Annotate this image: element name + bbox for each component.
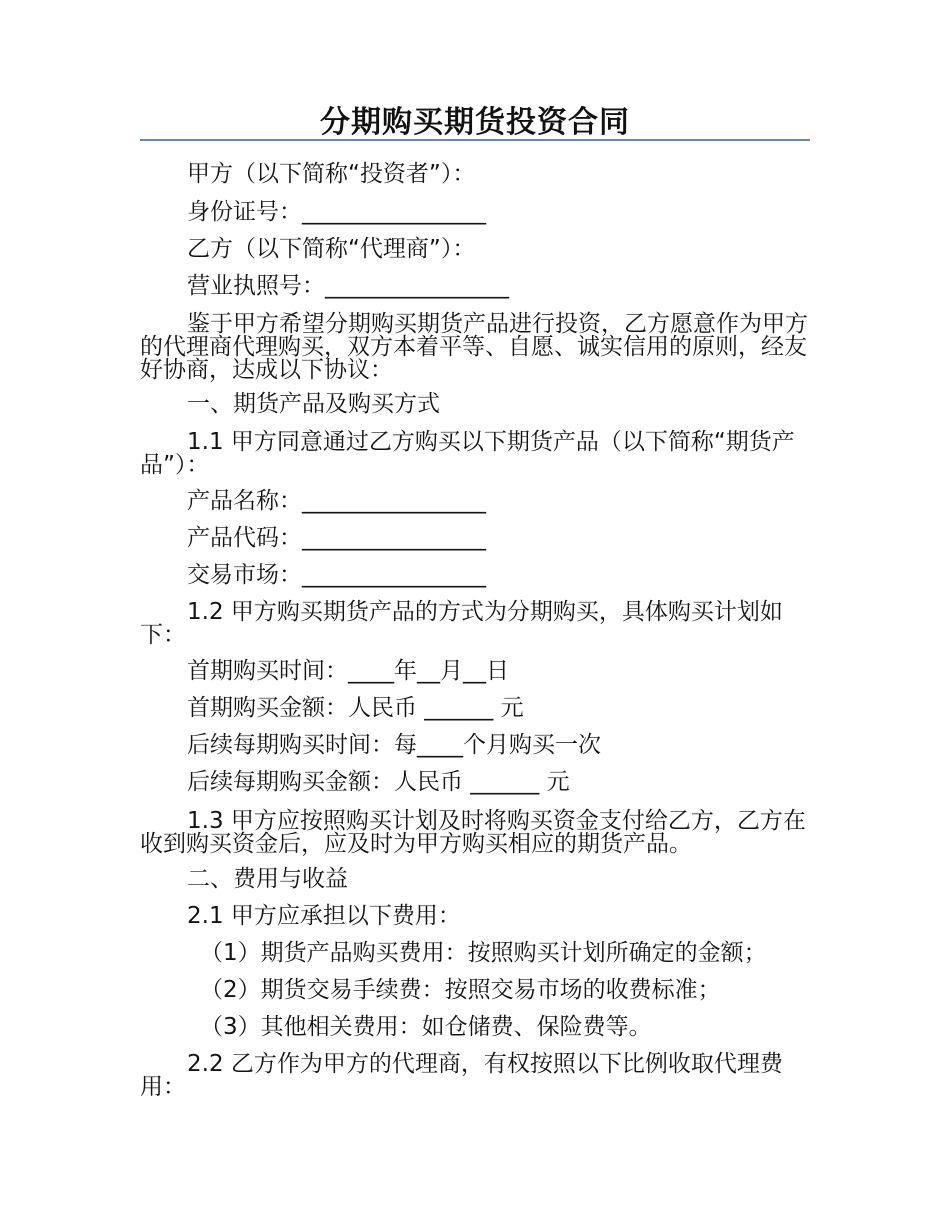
preamble-paragraph: 鉴于甲方希望分期购买期货产品进行投资，乙方愿意作为甲方的代理商代理购买，双方本着平等、自愿、诚实信用的原则，经友好协商，达成以下协议： [140,311,808,383]
fee-item-2: （2）期货交易手续费：按照交易市场的收费标准； [200,977,721,1003]
clause-1-3: 1.3 甲方应按照购买计划及时将购买资金支付给乙方，乙方在收到购买资金后，应及时为甲方购买相应的期货产品。 [140,808,806,857]
first-purchase-time: 首期购买时间：____年__月__日 [187,658,509,684]
id-number-line: 身份证号：________________ [187,199,486,225]
trading-market-line: 交易市场：________________ [187,562,486,588]
product-name-line: 产品名称：________________ [187,488,486,514]
clause-1-1: 1.1 甲方同意通过乙方购买以下期货产品（以下简称“期货产品”）： [140,429,795,478]
clause-1-2: 1.2 甲方购买期货产品的方式为分期购买，具体购买计划如下： [140,599,783,648]
fee-item-1: （1）期货产品购买费用：按照购买计划所确定的金额； [200,940,767,966]
product-code-line: 产品代码：________________ [187,525,486,551]
later-purchase-time: 后续每期购买时间：每____个月购买一次 [187,732,601,758]
later-purchase-amount: 后续每期购买金额：人民币 ______ 元 [187,769,570,795]
license-number-line: 营业执照号：________________ [187,273,509,299]
first-purchase-amount: 首期购买金额：人民币 ______ 元 [187,695,524,721]
party-a-line: 甲方（以下简称“投资者”）： [187,161,476,187]
contract-title: 分期购买期货投资合同 [320,105,630,140]
clause-2-1: 2.1 甲方应承担以下费用： [187,903,461,929]
clause-2-2: 2.2 乙方作为甲方的代理商，有权按照以下比例收取代理费用： [140,1051,783,1100]
title-underline [140,139,810,141]
section-2-heading: 二、费用与收益 [187,866,348,892]
party-b-line: 乙方（以下简称“代理商”）： [187,236,476,262]
section-1-heading: 一、期货产品及购买方式 [187,391,440,417]
fee-item-3: （3）其他相关费用：如仓储费、保险费等。 [200,1014,652,1040]
